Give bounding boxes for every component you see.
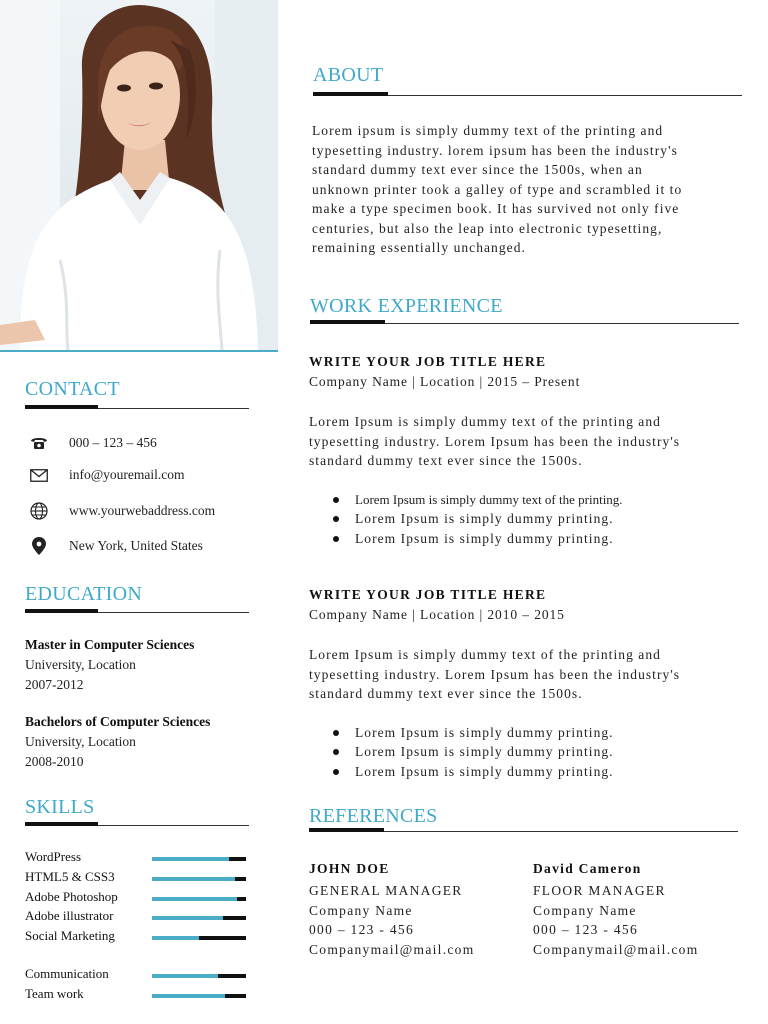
job-bullet: Lorem Ipsum is simply dummy printing. bbox=[309, 723, 680, 743]
skill-name: Adobe illustrator bbox=[25, 908, 114, 923]
education-years: 2007-2012 bbox=[25, 677, 84, 692]
contact-location bbox=[25, 532, 203, 560]
job-bullets bbox=[309, 723, 680, 782]
about-line: standard dummy text ever since the 1500s, when an bbox=[312, 162, 643, 177]
skill-level-fill bbox=[152, 936, 199, 940]
job-description-line: Lorem Ipsum is simply dummy text of the printing and bbox=[309, 414, 661, 429]
skill-name: Adobe Photoshop bbox=[25, 889, 118, 904]
education-school: University, Location bbox=[25, 657, 136, 672]
skill-name: Communication bbox=[25, 966, 109, 981]
skills-heading: SKILLS bbox=[25, 796, 95, 818]
skill-level-bar bbox=[152, 877, 246, 881]
reference-email[interactable]: Companymail@mail.com bbox=[309, 941, 475, 957]
job-bullet: Lorem Ipsum is simply dummy printing. bbox=[309, 762, 680, 782]
job-bullet: Lorem Ipsum is simply dummy text of the printing. bbox=[309, 490, 680, 510]
reference-email[interactable]: Companymail@mail.com bbox=[533, 941, 699, 957]
reference-role: GENERAL MANAGER bbox=[309, 883, 463, 898]
job-description-line: standard dummy text ever since the 1500s. bbox=[309, 453, 583, 468]
about-line: make a type specimen book. It has survived not only five bbox=[312, 201, 680, 216]
job-meta: Company Name | Location | 2015 – Present bbox=[309, 374, 581, 389]
education-degree: Master in Computer Sciences bbox=[25, 637, 195, 652]
skill-level-fill bbox=[152, 897, 237, 901]
about-line: typesetting industry. lorem ipsum has been the industry's bbox=[312, 142, 678, 158]
experience-heading: WORK EXPERIENCE bbox=[310, 295, 503, 317]
education-school: University, Location bbox=[25, 734, 136, 749]
about-line: remaining essentially unchanged. bbox=[312, 240, 526, 255]
skill-name: HTML5 & CSS3 bbox=[25, 869, 115, 884]
skill-level-bar bbox=[152, 974, 246, 978]
contact-website bbox=[25, 497, 215, 525]
profile-photo bbox=[0, 0, 278, 350]
skill-level-bar bbox=[152, 916, 246, 920]
reference-card bbox=[533, 861, 699, 959]
reference-company: Company Name bbox=[533, 902, 637, 918]
skill-name: Social Marketing bbox=[25, 928, 115, 943]
references-heading: REFERENCES bbox=[309, 805, 438, 827]
skill-name: Team work bbox=[25, 986, 84, 1001]
about-heading: ABOUT bbox=[313, 64, 384, 86]
contact-location-text: New York, United States bbox=[69, 538, 203, 553]
references-rule-accent bbox=[309, 828, 384, 832]
job-description-line: Lorem Ipsum is simply dummy text of the printing and bbox=[309, 647, 661, 662]
reference-card bbox=[309, 861, 475, 959]
skill-level-bar bbox=[152, 936, 246, 940]
skill-level-bar bbox=[152, 897, 246, 901]
job-entry bbox=[309, 587, 680, 781]
job-bullet: Lorem Ipsum is simply dummy printing. bbox=[309, 529, 680, 549]
job-entry bbox=[309, 354, 680, 548]
contact-email-text[interactable]: info@youremail.com bbox=[69, 467, 185, 482]
education-entry bbox=[25, 637, 194, 697]
reference-role: FLOOR MANAGER bbox=[533, 883, 666, 898]
job-title: WRITE YOUR JOB TITLE HERE bbox=[309, 587, 547, 602]
job-bullets bbox=[309, 490, 680, 549]
envelope-icon bbox=[25, 461, 53, 489]
skill-level-bar bbox=[152, 857, 246, 861]
experience-rule-accent bbox=[310, 320, 385, 324]
job-bullet: Lorem Ipsum is simply dummy printing. bbox=[309, 742, 680, 762]
skill-level-fill bbox=[152, 974, 218, 978]
skill-level-fill bbox=[152, 877, 235, 881]
phone-icon bbox=[25, 429, 53, 457]
reference-name: JOHN DOE bbox=[309, 861, 390, 876]
about-text bbox=[312, 121, 682, 258]
skill-level-fill bbox=[152, 857, 229, 861]
contact-email bbox=[25, 461, 185, 489]
contact-phone-text: 000 – 123 – 456 bbox=[69, 435, 157, 450]
education-degree: Bachelors of Computer Sciences bbox=[25, 714, 211, 729]
skill-level-bar bbox=[152, 994, 246, 998]
about-rule-accent bbox=[313, 92, 388, 96]
reference-name: David Cameron bbox=[533, 861, 642, 876]
job-description-line: standard dummy text ever since the 1500s. bbox=[309, 686, 583, 701]
contact-heading: CONTACT bbox=[25, 378, 120, 400]
skills-rule-accent bbox=[25, 822, 98, 826]
skill-name: WordPress bbox=[25, 849, 82, 864]
contact-rule-accent bbox=[25, 405, 98, 409]
portrait-illustration bbox=[0, 0, 278, 350]
reference-phone: 000 – 123 - 456 bbox=[309, 922, 414, 937]
job-description-line: typesetting industry. Lorem Ipsum has been the industry's bbox=[309, 433, 681, 449]
job-bullet: Lorem Ipsum is simply dummy printing. bbox=[309, 509, 680, 529]
reference-company: Company Name bbox=[309, 902, 413, 918]
job-meta: Company Name | Location | 2010 – 2015 bbox=[309, 607, 565, 622]
education-rule-accent bbox=[25, 609, 98, 613]
photo-accent-line bbox=[0, 350, 278, 352]
about-line: Lorem ipsum is simply dummy text of the printing and bbox=[312, 123, 664, 138]
education-years: 2008-2010 bbox=[25, 754, 84, 769]
about-line: centuries, but also the leap into electronic typesetting, bbox=[312, 220, 663, 236]
job-title: WRITE YOUR JOB TITLE HERE bbox=[309, 354, 547, 369]
skill-level-fill bbox=[152, 994, 225, 998]
reference-phone: 000 – 123 - 456 bbox=[533, 922, 638, 937]
job-description-line: typesetting industry. Lorem Ipsum has been the industry's bbox=[309, 666, 681, 682]
education-heading: EDUCATION bbox=[25, 583, 143, 605]
globe-icon bbox=[25, 497, 53, 525]
skill-level-fill bbox=[152, 916, 223, 920]
location-pin-icon bbox=[25, 532, 53, 560]
education-entry bbox=[25, 714, 210, 774]
contact-website-text[interactable]: www.yourwebaddress.com bbox=[69, 503, 216, 518]
contact-phone bbox=[25, 429, 157, 457]
about-line: unknown printer took a galley of type and scrambled it to bbox=[312, 181, 683, 197]
